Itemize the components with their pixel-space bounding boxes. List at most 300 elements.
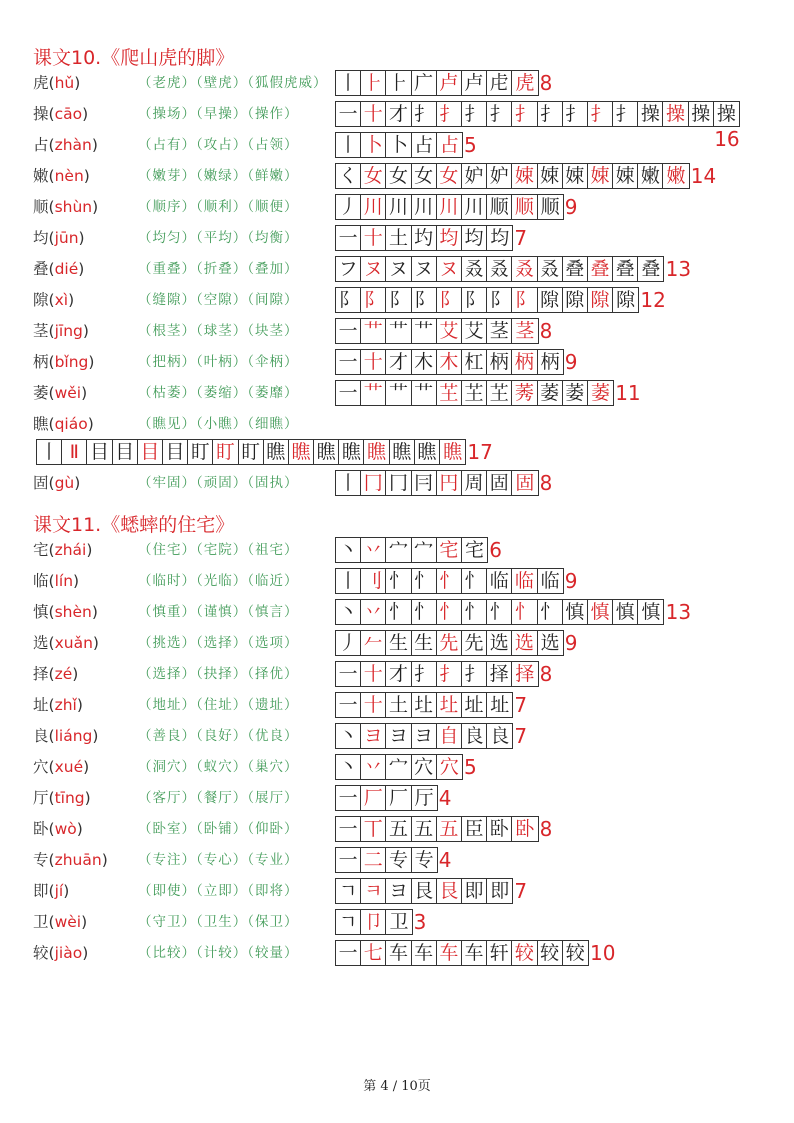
stroke-cell: [336, 786, 361, 810]
stroke-cell: [437, 102, 462, 126]
stroke-cell: [538, 631, 563, 655]
stroke-cell: [462, 71, 487, 95]
paren-close: ): [78, 260, 85, 278]
stroke-glyph: 丨: [338, 72, 358, 94]
stroke-glyph: ⺊: [363, 72, 383, 94]
stroke-count: 17: [467, 440, 493, 464]
pinyin: liáng: [54, 727, 93, 745]
stroke-cell: [588, 288, 613, 312]
stroke-cell: [361, 319, 386, 343]
paren-open: (: [48, 384, 55, 402]
stroke-glyph: 择: [489, 663, 509, 685]
word-list: （占有）（攻占）（占领）: [138, 137, 299, 153]
stroke-glyph: 卢: [439, 72, 459, 94]
stroke-glyph: 叒: [540, 258, 560, 280]
word-list: （牢固）（顽固）（固执）: [138, 475, 299, 491]
pinyin: zhǐ: [54, 696, 77, 714]
word-list: （临时）（光临）（临近）: [138, 573, 299, 589]
paren-close: ): [92, 727, 99, 745]
stroke-glyph: 均: [439, 227, 459, 249]
paren-close: ): [74, 74, 81, 92]
paren-open: (: [48, 851, 55, 869]
stroke-cell: [163, 440, 188, 464]
stroke-count: 11: [615, 381, 641, 405]
stroke-glyph: 女: [388, 165, 408, 187]
pinyin: cāo: [54, 105, 83, 123]
stroke-cell: [415, 440, 440, 464]
stroke-cell: [361, 471, 386, 495]
stroke-glyph: 厂: [388, 787, 408, 809]
stroke-order-grid: [335, 101, 740, 127]
paren-open: (: [48, 474, 55, 492]
stroke-glyph: 一: [338, 320, 358, 342]
stroke-cell: [437, 724, 462, 748]
stroke-cell: [487, 288, 512, 312]
stroke-cell: [361, 133, 386, 157]
stroke-glyph: 专: [388, 849, 408, 871]
stroke-glyph: 一: [338, 103, 358, 125]
stroke-glyph: 十: [363, 694, 383, 716]
character-heading: [33, 317, 89, 345]
stroke-glyph: 盯: [215, 441, 235, 463]
paren-open: (: [48, 229, 55, 247]
stroke-cell: [412, 662, 437, 686]
stroke-cell: [437, 133, 462, 157]
stroke-cell: [437, 226, 462, 250]
stroke-cell: [361, 288, 386, 312]
character-heading: [33, 536, 92, 564]
stroke-glyph: 宅: [439, 539, 459, 561]
stroke-order-grid: [335, 599, 664, 625]
stroke-cell: [563, 600, 588, 624]
stroke-glyph: 二: [363, 849, 383, 871]
stroke-glyph: 冂: [363, 472, 383, 494]
word-list: （老虎）（壁虎）（狐假虎威）: [138, 75, 328, 91]
hanzi: 嫩: [33, 167, 49, 185]
stroke-glyph: 丶: [338, 756, 358, 778]
stroke-glyph: 较: [540, 942, 560, 964]
character-heading: [33, 224, 85, 252]
character-heading: [33, 193, 98, 221]
stroke-glyph: 圵: [414, 694, 434, 716]
character-heading: [33, 379, 87, 407]
stroke-glyph: 扌: [615, 103, 635, 125]
stroke-cell: [437, 257, 462, 281]
stroke-cell: [386, 71, 411, 95]
hanzi: 萎: [33, 384, 49, 402]
word-list: （挑选）（选择）（选项）: [138, 635, 299, 651]
stroke-count: 8: [539, 71, 553, 95]
pinyin: lín: [54, 572, 74, 590]
word-list: （善良）（良好）（优良）: [138, 728, 299, 744]
stroke-glyph: 萎: [565, 382, 585, 404]
stroke-glyph: 扌: [590, 103, 610, 125]
hanzi: 顺: [33, 198, 49, 216]
stroke-cell: [462, 724, 487, 748]
stroke-cell: [613, 600, 638, 624]
stroke-glyph: 操: [716, 103, 736, 125]
stroke-cell: [487, 662, 512, 686]
stroke-cell: [336, 817, 361, 841]
hanzi: 临: [33, 572, 49, 590]
stroke-order-grid: [335, 380, 614, 406]
stroke-cell: [412, 257, 437, 281]
stroke-glyph: 土: [388, 227, 408, 249]
stroke-cell: [512, 569, 537, 593]
word-list: （顺序）（顺利）（顺便）: [138, 199, 299, 215]
paren-open: (: [48, 944, 55, 962]
stroke-glyph: 专: [414, 849, 434, 871]
stroke-glyph: 娕: [540, 165, 560, 187]
stroke-glyph: 阝: [464, 289, 484, 311]
stroke-count: 10: [590, 941, 616, 965]
stroke-order-grid: [335, 70, 539, 96]
stroke-cell: [487, 941, 512, 965]
paren-close: ): [86, 541, 93, 559]
pinyin: wèi: [54, 913, 82, 931]
stroke-cell: [437, 662, 462, 686]
stroke-cell: [437, 631, 462, 655]
stroke-cell: [512, 350, 537, 374]
stroke-cell: [462, 350, 487, 374]
stroke-glyph: 一: [338, 942, 358, 964]
word-list: （重叠）（折叠）（叠加）: [138, 261, 299, 277]
stroke-cell: [113, 440, 138, 464]
hanzi: 选: [33, 634, 49, 652]
word-list: （枯萎）（萎缩）（萎靡）: [138, 385, 299, 401]
paren-open: (: [48, 727, 55, 745]
stroke-glyph: 临: [540, 570, 560, 592]
paren-open: (: [48, 789, 55, 807]
stroke-glyph: 叠: [641, 258, 661, 280]
stroke-glyph: ヨ: [363, 725, 383, 747]
stroke-cell: [462, 879, 487, 903]
stroke-cell: [336, 319, 361, 343]
stroke-glyph: 萎: [590, 382, 610, 404]
stroke-cell: [487, 381, 512, 405]
stroke-glyph: 顺: [514, 196, 534, 218]
stroke-glyph: 茎: [515, 320, 535, 342]
stroke-cell: [336, 724, 361, 748]
stroke-cell: [512, 941, 537, 965]
stroke-glyph: 车: [439, 942, 459, 964]
stroke-glyph: 慎: [565, 601, 585, 623]
stroke-count: 4: [438, 786, 452, 810]
stroke-cell: [364, 440, 389, 464]
stroke-cell: [386, 786, 411, 810]
stroke-cell: [386, 569, 411, 593]
stroke-cell: [386, 631, 411, 655]
stroke-glyph: 十: [363, 351, 383, 373]
stroke-cell: [487, 600, 512, 624]
stroke-glyph: 円: [439, 472, 459, 494]
pinyin: zé: [54, 665, 73, 683]
stroke-cell: [386, 288, 411, 312]
stroke-cell: [613, 102, 638, 126]
stroke-glyph: 操: [640, 103, 660, 125]
stroke-cell: [538, 381, 563, 405]
paren-open: (: [48, 882, 55, 900]
word-list: （慎重）（谨慎）（慎言）: [138, 604, 299, 620]
stroke-glyph: 址: [490, 694, 510, 716]
pinyin: shùn: [54, 198, 93, 216]
stroke-cell: [487, 817, 512, 841]
stroke-cell: [487, 164, 512, 188]
stroke-glyph: ヨ: [388, 880, 408, 902]
stroke-glyph: 忄: [514, 601, 534, 623]
stroke-cell: [336, 538, 361, 562]
pinyin: hǔ: [54, 74, 75, 92]
character-heading: [33, 69, 80, 97]
stroke-cell: [412, 226, 437, 250]
paren-close: ): [73, 572, 80, 590]
stroke-glyph: 忄: [414, 601, 434, 623]
stroke-cell: [412, 538, 437, 562]
stroke-cell: [412, 755, 437, 779]
stroke-count: 7: [514, 879, 528, 903]
stroke-cell: [462, 817, 487, 841]
stroke-glyph: 临: [514, 570, 534, 592]
character-heading: [33, 348, 94, 376]
paren-open: (: [48, 105, 55, 123]
stroke-glyph: 娕: [590, 165, 610, 187]
stroke-cell: [437, 195, 462, 219]
stroke-order-grid: [335, 785, 438, 811]
stroke-cell: [138, 440, 163, 464]
page-footer: 第 4 / 10页: [363, 1079, 431, 1094]
stroke-glyph: 宀: [388, 756, 408, 778]
stroke-glyph: 扌: [540, 103, 560, 125]
stroke-glyph: 址: [464, 694, 484, 716]
stroke-glyph: 广: [414, 72, 434, 94]
stroke-cell: [188, 440, 213, 464]
paren-open: (: [48, 322, 55, 340]
stroke-cell: [487, 257, 512, 281]
stroke-cell: [412, 288, 437, 312]
pinyin: tīng: [54, 789, 85, 807]
stroke-cell: [512, 164, 537, 188]
stroke-cell: [239, 440, 264, 464]
stroke-cell: [512, 102, 537, 126]
stroke-cell: [437, 755, 462, 779]
stroke-glyph: 妒: [464, 165, 484, 187]
paren-open: (: [48, 572, 55, 590]
character-heading: [33, 660, 78, 688]
stroke-cell: [538, 164, 563, 188]
stroke-cell: [386, 879, 411, 903]
stroke-glyph: 较: [565, 942, 585, 964]
stroke-cell: [613, 164, 638, 188]
stroke-glyph: 目: [89, 441, 109, 463]
stroke-cell: [437, 817, 462, 841]
stroke-glyph: 一: [338, 818, 358, 840]
stroke-cell: [386, 257, 411, 281]
stroke-cell: [487, 226, 512, 250]
stroke-glyph: 虎: [515, 72, 535, 94]
stroke-cell: [512, 288, 537, 312]
pinyin: xuǎn: [54, 634, 93, 652]
pinyin: nèn: [54, 167, 84, 185]
paren-close: ): [82, 105, 89, 123]
stroke-cell: [412, 879, 437, 903]
word-list: （缝隙）（空隙）（间隙）: [138, 292, 299, 308]
stroke-cell: [386, 848, 411, 872]
stroke-glyph: 川: [464, 196, 484, 218]
hanzi: 操: [33, 105, 49, 123]
stroke-cell: [638, 102, 663, 126]
hanzi: 较: [33, 944, 49, 962]
paren-close: ): [81, 913, 88, 931]
character-heading: [33, 286, 74, 314]
stroke-glyph: 目: [140, 441, 160, 463]
stroke-cell: [336, 257, 361, 281]
stroke-cell: [386, 195, 411, 219]
stroke-glyph: 隙: [616, 289, 636, 311]
stroke-order-grid: [335, 163, 690, 189]
stroke-count: 13: [665, 600, 692, 624]
stroke-glyph: 盯: [190, 441, 210, 463]
stroke-glyph: 娕: [615, 165, 635, 187]
paren-close: ): [78, 229, 85, 247]
stroke-glyph: 先: [464, 632, 484, 654]
stroke-glyph: 占: [414, 134, 434, 156]
word-list: （均匀）（平均）（均衡）: [138, 230, 299, 246]
stroke-cell: [487, 631, 512, 655]
paren-close: ): [76, 820, 83, 838]
paren-close: ): [83, 167, 90, 185]
paren-close: ): [91, 603, 98, 621]
stroke-cell: [361, 381, 386, 405]
stroke-glyph: 圴: [414, 227, 434, 249]
word-list: （客厅）（餐厅）（展厅）: [138, 790, 299, 806]
paren-open: (: [48, 167, 55, 185]
character-heading: [33, 722, 98, 750]
word-list: （根茎）（球茎）（块茎）: [138, 323, 299, 339]
stroke-glyph: 均: [464, 227, 484, 249]
stroke-cell: [361, 226, 386, 250]
stroke-cell: [437, 350, 462, 374]
stroke-glyph: 叒: [464, 258, 484, 280]
stroke-glyph: 冂: [388, 472, 408, 494]
stroke-cell: [437, 569, 462, 593]
stroke-glyph: 芏: [489, 382, 509, 404]
stroke-cell: [487, 71, 512, 95]
paren-close: ): [84, 789, 91, 807]
stroke-cell: [588, 381, 613, 405]
stroke-glyph: 川: [414, 196, 434, 218]
stroke-cell: [512, 817, 537, 841]
stroke-glyph: 丨: [338, 472, 358, 494]
stroke-cell: [361, 600, 386, 624]
stroke-order-grid: [335, 194, 564, 220]
stroke-cell: [412, 786, 437, 810]
hanzi: 叠: [33, 260, 49, 278]
hanzi: 慎: [33, 603, 49, 621]
stroke-cell: [386, 724, 411, 748]
stroke-cell: [386, 133, 411, 157]
stroke-glyph: 阝: [414, 289, 434, 311]
stroke-glyph: 丶: [338, 539, 358, 561]
stroke-glyph: 艹: [414, 382, 434, 404]
stroke-glyph: ⺊: [388, 72, 408, 94]
stroke-count: 16: [714, 127, 740, 151]
paren-close: ): [83, 758, 90, 776]
paren-close: ): [74, 474, 81, 492]
stroke-glyph: ヨ: [388, 725, 408, 747]
stroke-cell: [361, 195, 386, 219]
stroke-cell: [336, 848, 361, 872]
stroke-cell: [437, 164, 462, 188]
stroke-glyph: 忄: [540, 601, 560, 623]
character-heading: [33, 877, 69, 905]
stroke-glyph: 一: [338, 694, 358, 716]
stroke-glyph: 五: [439, 818, 459, 840]
stroke-cell: [462, 102, 487, 126]
stroke-glyph: 丷: [363, 756, 383, 778]
stroke-cell: [361, 755, 386, 779]
stroke-cell: [613, 257, 638, 281]
stroke-cell: [336, 133, 361, 157]
stroke-glyph: 莠: [514, 382, 534, 404]
stroke-glyph: 丷: [363, 539, 383, 561]
hanzi: 择: [33, 665, 49, 683]
pinyin: zhàn: [54, 136, 92, 154]
pinyin: jí: [54, 882, 64, 900]
stroke-glyph: 卧: [515, 818, 535, 840]
stroke-glyph: 择: [515, 663, 535, 685]
stroke-glyph: Ⅱ: [69, 441, 79, 463]
stroke-glyph: 艹: [363, 382, 383, 404]
stroke-cell: [437, 319, 462, 343]
stroke-glyph: 娕: [514, 165, 534, 187]
stroke-glyph: 阝: [514, 289, 534, 311]
stroke-cell: [412, 102, 437, 126]
stroke-glyph: ヌ: [388, 258, 408, 280]
stroke-glyph: 扌: [514, 103, 534, 125]
stroke-cell: [336, 226, 361, 250]
pinyin: shèn: [54, 603, 92, 621]
stroke-cell: [412, 817, 437, 841]
stroke-cell: [512, 319, 537, 343]
stroke-cell: [538, 600, 563, 624]
stroke-cell: [336, 471, 361, 495]
stroke-glyph: 女: [439, 165, 459, 187]
stroke-cell: [386, 381, 411, 405]
stroke-cell: [487, 693, 512, 717]
stroke-cell: [336, 195, 361, 219]
hanzi: 穴: [33, 758, 49, 776]
stroke-cell: [563, 102, 588, 126]
word-list: （嫩芽）（嫩绿）（鲜嫩）: [138, 168, 299, 184]
stroke-glyph: 均: [490, 227, 510, 249]
stroke-cell: [512, 471, 537, 495]
stroke-cell: [437, 381, 462, 405]
stroke-glyph: 丨: [338, 570, 358, 592]
stroke-glyph: 才: [388, 663, 408, 685]
stroke-glyph: ヨ: [414, 725, 434, 747]
stroke-cell: [487, 195, 512, 219]
character-heading: [33, 162, 90, 190]
stroke-cell: [512, 381, 537, 405]
paren-close: ): [72, 665, 79, 683]
stroke-cell: [336, 381, 361, 405]
stroke-glyph: 才: [388, 103, 408, 125]
character-heading: [33, 410, 94, 438]
stroke-count: 7: [514, 693, 528, 717]
pinyin: jūn: [54, 229, 79, 247]
stroke-glyph: 芏: [464, 382, 484, 404]
stroke-glyph: 忄: [439, 601, 459, 623]
